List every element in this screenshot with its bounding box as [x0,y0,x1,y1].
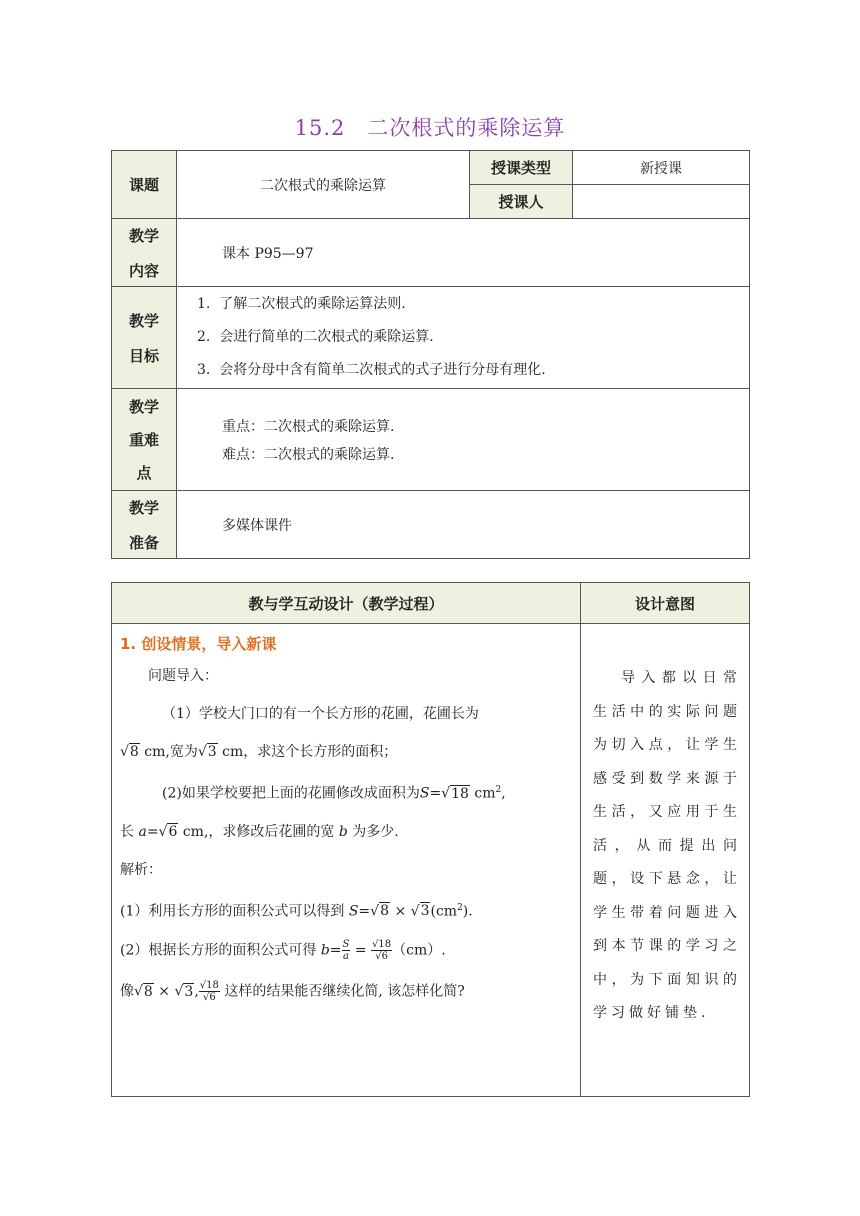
teacher-value [573,185,750,219]
final-question-text: 这样的结果能否继续化简, 该怎样化简? [224,983,465,1000]
section-title: 1. 创设情景，导入新课 [120,635,277,653]
question-2-tail: 为多少. [352,823,399,840]
topic-value: 二次根式的乘除运算 [177,151,470,219]
fraction-s-over-a: $\frac{S}{a}$ [342,939,350,963]
fraction-sqrt18-over-sqrt6: $\frac{√18}{√6}$ [199,980,219,1004]
content-label-line1: 教学 [128,226,159,245]
goal-item: 3. 会将分母中含有简单二次根式的式子进行分母有理化. [197,362,546,378]
sqrt-3: √3 [174,983,194,1000]
question-1-cont: √8 cm,宽为√3 cm，求这个长方形的面积； [120,744,398,760]
goals-list [177,287,750,389]
key-label-line1: 教学 [128,398,159,416]
prep-value: 多媒体课件 [177,491,750,559]
sqrt-3: √3 [410,903,430,920]
sqrt-8: √8 [120,744,139,760]
var-b: b [320,942,330,959]
process-table [111,582,750,1097]
intent-header: 设计意图 [581,583,750,624]
var-s: S [419,785,430,802]
key-point: 重点：二次根式的乘除运算. [222,419,395,435]
final-question: 像√8 × √3, $\frac{√18}{√6}$ 这样的结果能否继续化简, 该怎样化简? [120,980,465,1004]
sqrt-8: √8 [370,903,389,920]
process-content [112,624,581,1097]
prep-label-line1: 教学 [128,498,159,517]
content-label [112,219,177,287]
key-label-line3: 点 [136,464,152,482]
answer-2: (2）根据长方形的面积公式可得 b= $\frac{S}{a}$ = $\frac{√18}{√6}$ （cm）. [120,939,446,963]
key-points [177,389,750,491]
key-label-line2: 重难 [128,431,159,449]
question-1: （1）学校大门口的有一个长方形的花圃，花圃长为 [162,706,479,722]
topic-label: 课题 [112,151,177,219]
answer-1: (1）利用长方形的面积公式可以得到 $S=√8 \times √3(cm^2)$. [120,902,473,920]
answer-1-text: (1）利用长方形的面积公式可以得到 [120,903,345,920]
answer-2-text: (2）根据长方形的面积公式可得 [120,942,317,959]
var-b: b [338,823,348,840]
var-s: S [348,903,359,920]
goal-item: 2. 会进行简单的二次根式的乘除运算. [197,329,434,345]
fraction-sqrt18-over-sqrt6: $\frac{√18}{√6}$ [372,939,392,963]
solution-label: 解析： [120,861,162,878]
question-2: (2)如果学校要把上面的花圃修改成面积为S=√18 $cm^2$, [162,785,506,802]
content-value: 课本 P95—97 [177,219,750,287]
question-2-cont: 长 a=√6 cm,，求修改后花圃的宽 b 为多少. [120,823,399,840]
page-title: 15.2 二次根式的乘除运算 [294,116,566,140]
prep-label-line2: 准备 [128,533,159,552]
prep-label [112,491,177,559]
question-1-end: ，求这个长方形的面积； [243,744,398,760]
difficult-point: 难点：二次根式的乘除运算. [222,447,395,463]
process-header: 教与学互动设计（教学过程） [112,583,581,624]
sqrt-8: √8 [134,983,153,1000]
var-a: a [138,823,147,840]
goals-label-line2: 目标 [128,346,159,365]
question-2-end: ，求修改后花圃的宽 [208,823,335,840]
sqrt-18: √18 [441,785,469,802]
question-2-text: (2)如果学校要把上面的花圃修改成面积为 [162,785,420,802]
intro-text: 问题导入： [148,668,218,684]
sqrt-3: √3 [197,744,217,760]
sqrt-6: √6 [158,823,178,840]
goals-label-line1: 教学 [128,311,159,330]
key-label [112,389,177,491]
type-label: 授课类型 [470,151,573,185]
goals-label [112,287,177,389]
teacher-label: 授课人 [470,185,573,219]
type-value: 新授课 [573,151,750,185]
intent-content [581,624,750,1097]
goal-item: 1. 了解二次根式的乘除运算法则. [197,296,406,312]
lesson-info-table [111,150,750,559]
content-label-line2: 内容 [128,261,159,280]
intent-text: 导入都以日常生活中的实际问题为切入点，让学生感受到数学来源于生活，又应用于生活，从而提出问题，设下悬念，让学生带着问题进入到本节课的学习之中，为下面知识的学习做好铺垫. [593,670,741,1021]
